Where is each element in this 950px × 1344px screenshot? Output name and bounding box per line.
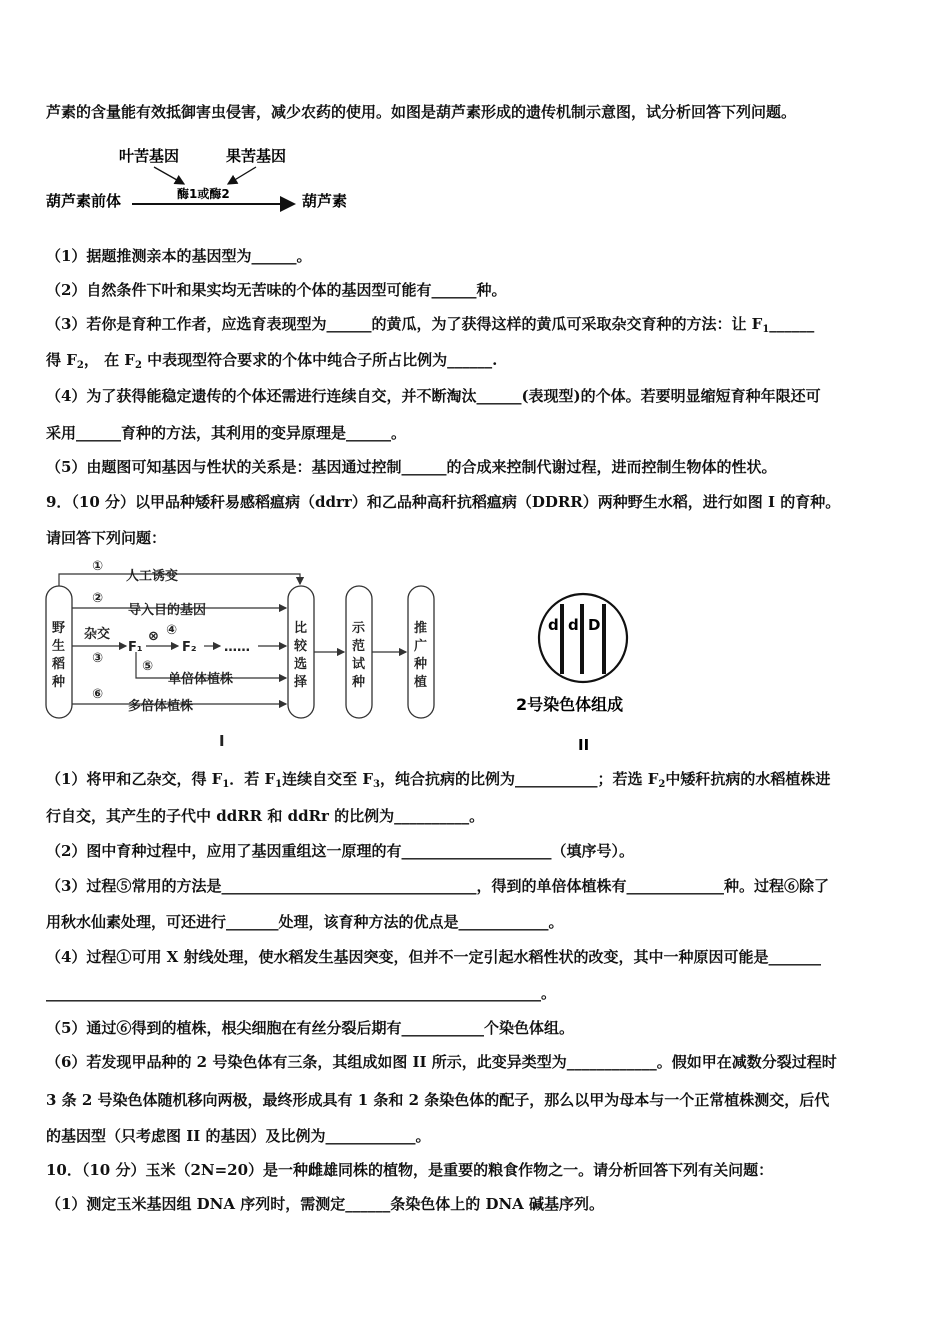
allele-1: d bbox=[548, 616, 559, 634]
svg-text:植: 植 bbox=[414, 675, 428, 690]
q9-title-line2: 请回答下列问题： bbox=[46, 529, 167, 547]
q8-part1: （1）据题推测亲本的基因型为______。 bbox=[46, 247, 312, 265]
path4-number: ④ bbox=[166, 623, 178, 638]
chromosome-label: 2号染色体组成 bbox=[516, 695, 624, 714]
q9-part1-line2: 行自交，其产生的子代中 ddRR 和 ddRr 的比例为__________。 bbox=[46, 807, 485, 825]
q9-part3-line2: 用秋水仙素处理，可还进行_______处理，该育种方法的优点是____________。 bbox=[46, 913, 564, 931]
svg-text:稻: 稻 bbox=[52, 657, 66, 672]
promote-text bbox=[413, 620, 428, 690]
leaf-gene-arrow bbox=[154, 167, 184, 184]
q9-part1-line1: （1）将甲和乙杂交，得 $F_1$．若 $F_1$连续自交至 $F_3$，纯合抗病的比例为___________；若选 $F_2$中矮秆抗病的水稻植株进 bbox=[46, 770, 831, 790]
cucurbitacin-diagram bbox=[44, 142, 364, 220]
svg-text:择: 择 bbox=[294, 675, 308, 690]
intro-text: 芦素的含量能有效抵御害虫侵害，减少农药的使用。如图是葫芦素形成的遗传机制示意图，试分析回答下列问题。 bbox=[46, 103, 797, 121]
q10-part1: （1）测定玉米基因组 DNA 序列时，需测定______条染色体上的 DNA 碱基序列。 bbox=[46, 1195, 605, 1213]
q9-part6-line3: 的基因型（只考虑图 II 的基因）及比例为____________。 bbox=[46, 1127, 431, 1145]
q10-title: 10．（10 分）玉米（2N=20）是一种雌雄同株的植物，是重要的粮食作物之一。请分析回答下列有关问题： bbox=[46, 1161, 774, 1179]
q9-part5: （5）通过⑥得到的植株，根尖细胞在有丝分裂后期有___________个染色体组。 bbox=[46, 1019, 574, 1037]
dots-label: …… bbox=[224, 640, 250, 655]
svg-text:种: 种 bbox=[414, 657, 428, 672]
path1-label: 人工诱变 bbox=[126, 569, 179, 584]
allele-3: D bbox=[588, 616, 601, 634]
q8-part2: （2）自然条件下叶和果实均无苦味的个体的基因型可能有______种。 bbox=[46, 281, 507, 299]
compare-select-text bbox=[293, 621, 308, 690]
path5-label: 单倍体植株 bbox=[168, 672, 234, 687]
f2-label: F₂ bbox=[182, 640, 197, 655]
figure-II-caption: II bbox=[578, 736, 590, 754]
figure-I-caption: I bbox=[219, 732, 225, 750]
product-label: 葫芦素 bbox=[302, 192, 348, 210]
svg-text:种: 种 bbox=[352, 675, 366, 690]
q9-title: 9．（10 分）以甲品种矮秆易感稻瘟病（ddrr）和乙品种高秆抗稻瘟病（DDRR）两种野生水稻，进行如图 I 的育种。 bbox=[46, 493, 841, 511]
path6-number: ⑥ bbox=[92, 687, 104, 702]
q9-part6-line1: （6）若发现甲品种的 2 号染色体有三条，其组成如图 II 所示，此变异类型为____________。假如甲在减数分裂过程时 bbox=[46, 1053, 837, 1071]
path1-number: ① bbox=[92, 559, 104, 574]
selfing-symbol: ⊗ bbox=[148, 629, 159, 644]
q8-part3-line1: （3）若你是育种工作者，应选育表现型为______的黄瓜，为了获得这样的黄瓜可采取杂交育种的方法：让 $F_1\_\_\_\_\_\_$ bbox=[46, 315, 815, 335]
breeding-flowchart bbox=[44, 556, 444, 756]
cross-label: 杂交 bbox=[84, 627, 111, 642]
q9-part3-line1: （3）过程⑤常用的方法是__________________________________，得到的单倍体植株有_____________种。过程⑥除了 bbox=[46, 877, 829, 895]
svg-text:选: 选 bbox=[294, 657, 308, 672]
svg-text:试: 试 bbox=[352, 657, 366, 672]
q9-part6-line2: 3 条 2 号染色体随机移向两极，最终形成具有 1 条和 2 条染色体的配子，那么以甲为母本与一个正常植株测交，后代 bbox=[46, 1091, 830, 1109]
svg-text:推: 推 bbox=[414, 621, 428, 636]
svg-text:野: 野 bbox=[52, 621, 66, 636]
path2-label: 导入目的基因 bbox=[128, 603, 207, 618]
allele-2: d bbox=[568, 616, 579, 634]
chromosome-figure bbox=[510, 592, 670, 756]
f1-label: F₁ bbox=[128, 640, 143, 655]
svg-text:较: 较 bbox=[294, 639, 308, 654]
q9-part4-line1: （4）过程①可用 X 射线处理，使水稻发生基因突变，但并不一定引起水稻性状的改变，其中一种原因可能是_______ bbox=[46, 948, 822, 966]
q8-part3-line2: 得 $F_2$， 在 $F_2$ 中表现型符合要求的个体中纯合子所占比例为______. bbox=[46, 351, 498, 371]
leaf-bitter-gene-label: 叶苦基因 bbox=[119, 147, 180, 165]
path2-number: ② bbox=[92, 591, 104, 606]
svg-text:生: 生 bbox=[52, 639, 66, 654]
svg-text:示: 示 bbox=[352, 621, 366, 636]
path6-label: 多倍体植株 bbox=[128, 699, 194, 714]
svg-text:比: 比 bbox=[294, 621, 308, 636]
q8-part4-line2: 采用______育种的方法，其利用的变异原理是______。 bbox=[46, 424, 407, 442]
wild-rice-text bbox=[51, 621, 66, 690]
q8-part4-line1: （4）为了获得能稳定遗传的个体还需进行连续自交，并不断淘汰______(表现型)的个体。若要明显缩短育种年限还可 bbox=[46, 387, 821, 405]
path5-number: ⑤ bbox=[142, 659, 154, 674]
fruit-bitter-gene-label: 果苦基因 bbox=[226, 147, 287, 165]
precursor-label: 葫芦素前体 bbox=[46, 192, 122, 210]
q9-part4-line2: __________________________________________________________________。 bbox=[46, 984, 557, 1002]
path3-number: ③ bbox=[92, 651, 104, 666]
demo-trial-text bbox=[351, 621, 366, 690]
svg-text:范: 范 bbox=[352, 639, 366, 654]
svg-text:种: 种 bbox=[52, 675, 66, 690]
enzyme-label: 酶1或酶2 bbox=[177, 187, 230, 201]
q9-part2: （2）图中育种过程中，应用了基因重组这一原理的有____________________（填序号）。 bbox=[46, 842, 634, 860]
svg-text:广: 广 bbox=[414, 639, 428, 654]
fruit-gene-arrow bbox=[228, 167, 256, 184]
q8-part5: （5）由题图可知基因与性状的关系是：基因通过控制______的合成来控制代谢过程，进而控制生物体的性状。 bbox=[46, 458, 777, 476]
path1-arrow bbox=[59, 574, 300, 586]
